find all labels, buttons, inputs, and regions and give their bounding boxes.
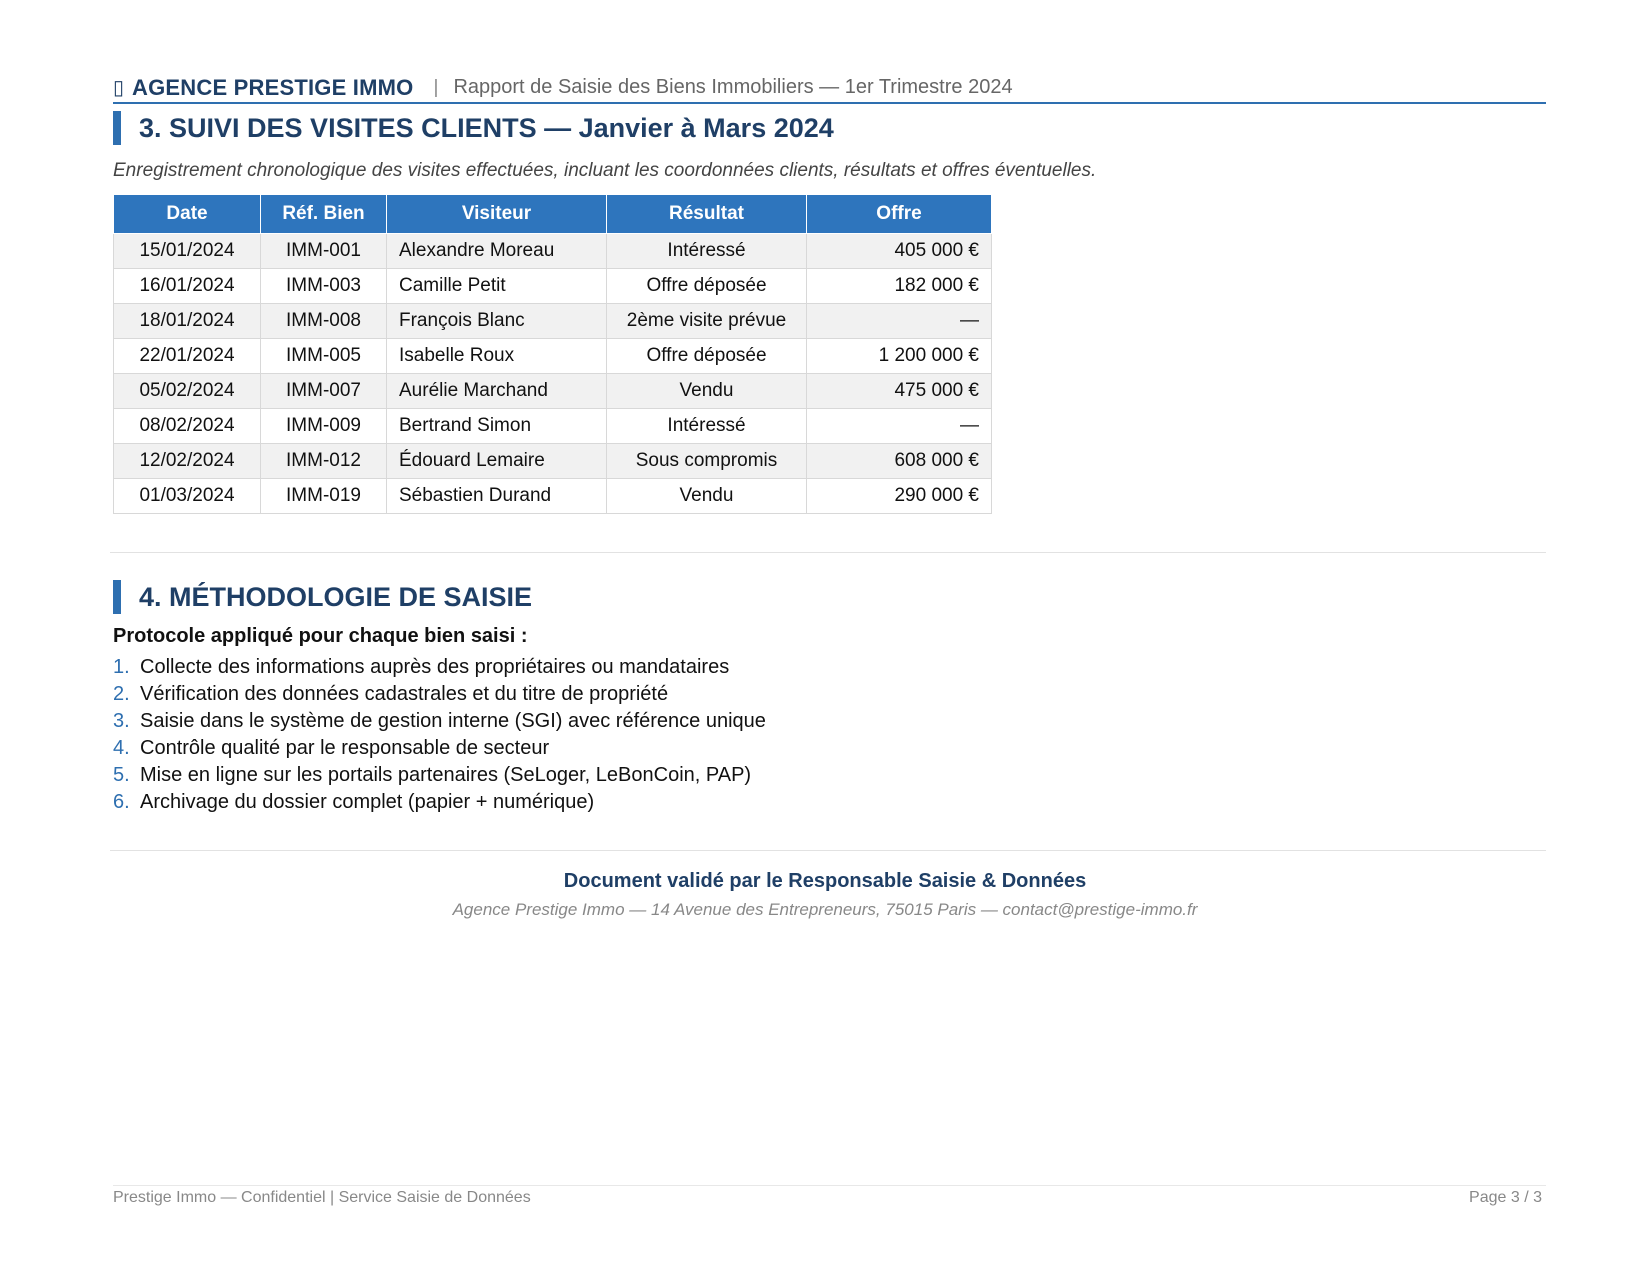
agency-name: AGENCE PRESTIGE IMMO: [132, 74, 414, 100]
page-header: [113, 73, 1546, 104]
cell-result: Intéressé: [607, 409, 807, 444]
cell-result: Intéressé: [607, 234, 807, 269]
step-number: 4.: [113, 737, 130, 759]
table-row: [114, 409, 992, 444]
footer-confidential: Prestige Immo — Confidentiel | Service Saisie de Données: [113, 1189, 531, 1206]
section-3-intro: Enregistrement chronologique des visites effectuées, incluant les coordonnées clients, résultats et offres éventuelles.: [113, 160, 1097, 181]
step-number: 1.: [113, 656, 130, 678]
cell-visitor: Bertrand Simon: [387, 409, 607, 444]
cell-result: Vendu: [607, 479, 807, 514]
cell-offer: 608 000 €: [807, 444, 992, 479]
cell-ref: IMM-019: [261, 479, 387, 514]
cell-offer: —: [807, 409, 992, 444]
column-header-date: Date: [114, 195, 261, 234]
building-icon: ▯: [113, 77, 125, 99]
cell-ref: IMM-008: [261, 304, 387, 339]
list-item: [113, 654, 766, 681]
step-text: Mise en ligne sur les portails partenaires (SeLoger, LeBonCoin, PAP): [140, 764, 752, 786]
table-row: [114, 304, 992, 339]
step-text: Contrôle qualité par le responsable de secteur: [140, 737, 550, 759]
agency-address: Agence Prestige Immo — 14 Avenue des Entrepreneurs, 75015 Paris — contact@prestige-immo.fr: [452, 900, 1198, 919]
step-number: 3.: [113, 710, 130, 732]
cell-result: 2ème visite prévue: [607, 304, 807, 339]
step-text: Saisie dans le système de gestion interne (SGI) avec référence unique: [140, 710, 766, 732]
list-item: [113, 708, 766, 735]
protocol-label: Protocole appliqué pour chaque bien saisi :: [113, 625, 528, 647]
step-text: Archivage du dossier complet (papier + numérique): [140, 791, 595, 813]
methodology-steps: [113, 654, 766, 816]
cell-visitor: Alexandre Moreau: [387, 234, 607, 269]
cell-date: 08/02/2024: [114, 409, 261, 444]
cell-visitor: Isabelle Roux: [387, 339, 607, 374]
step-text: Vérification des données cadastrales et du titre de propriété: [140, 683, 669, 705]
cell-ref: IMM-007: [261, 374, 387, 409]
cell-ref: IMM-003: [261, 269, 387, 304]
cell-offer: 405 000 €: [807, 234, 992, 269]
section-3-heading: [113, 111, 834, 145]
table-header-row: [114, 195, 992, 234]
cell-ref: IMM-012: [261, 444, 387, 479]
cell-ref: IMM-001: [261, 234, 387, 269]
step-number: 2.: [113, 683, 130, 705]
report-title: Rapport de Saisie des Biens Immobiliers — 1er Trimestre 2024: [453, 76, 1013, 98]
step-number: 6.: [113, 791, 130, 813]
cell-offer: —: [807, 304, 992, 339]
cell-offer: 290 000 €: [807, 479, 992, 514]
cell-result: Sous compromis: [607, 444, 807, 479]
column-header-result: Résultat: [607, 195, 807, 234]
column-header-visitor: Visiteur: [387, 195, 607, 234]
heading-accent-bar: [113, 580, 121, 614]
cell-date: 01/03/2024: [114, 479, 261, 514]
section-divider: [110, 850, 1546, 851]
section-4-title: 4. MÉTHODOLOGIE DE SAISIE: [139, 581, 533, 612]
section-divider: [110, 552, 1546, 553]
list-item: [113, 762, 766, 789]
cell-date: 16/01/2024: [114, 269, 261, 304]
cell-date: 05/02/2024: [114, 374, 261, 409]
list-item: [113, 789, 766, 816]
validation-statement: Document validé par le Responsable Saisie & Données: [563, 870, 1087, 892]
section-3-title: 3. SUIVI DES VISITES CLIENTS — Janvier à Mars 2024: [139, 112, 834, 143]
cell-date: 12/02/2024: [114, 444, 261, 479]
cell-visitor: François Blanc: [387, 304, 607, 339]
list-item: [113, 735, 766, 762]
cell-visitor: Camille Petit: [387, 269, 607, 304]
cell-offer: 1 200 000 €: [807, 339, 992, 374]
cell-offer: 475 000 €: [807, 374, 992, 409]
list-item: [113, 681, 766, 708]
cell-ref: IMM-005: [261, 339, 387, 374]
cell-date: 18/01/2024: [114, 304, 261, 339]
step-text: Collecte des informations auprès des propriétaires ou mandataires: [140, 656, 730, 678]
cell-ref: IMM-009: [261, 409, 387, 444]
cell-visitor: Aurélie Marchand: [387, 374, 607, 409]
cell-visitor: Sébastien Durand: [387, 479, 607, 514]
page-number: Page 3 / 3: [1469, 1189, 1542, 1206]
column-header-ref: Réf. Bien: [261, 195, 387, 234]
heading-accent-bar: [113, 111, 121, 145]
column-header-offer: Offre: [807, 195, 992, 234]
cell-result: Offre déposée: [607, 269, 807, 304]
cell-date: 22/01/2024: [114, 339, 261, 374]
cell-visitor: Édouard Lemaire: [387, 444, 607, 479]
cell-offer: 182 000 €: [807, 269, 992, 304]
cell-result: Offre déposée: [607, 339, 807, 374]
cell-date: 15/01/2024: [114, 234, 261, 269]
step-number: 5.: [113, 764, 130, 786]
footer-divider: [113, 1185, 1546, 1186]
table-row: [114, 269, 992, 304]
header-separator: |: [433, 76, 439, 98]
table-row: [114, 374, 992, 409]
visits-table: [113, 194, 992, 514]
table-row: [114, 234, 992, 269]
table-row: [114, 339, 992, 374]
cell-result: Vendu: [607, 374, 807, 409]
table-row: [114, 479, 992, 514]
table-row: [114, 444, 992, 479]
section-4-heading: [113, 580, 532, 614]
